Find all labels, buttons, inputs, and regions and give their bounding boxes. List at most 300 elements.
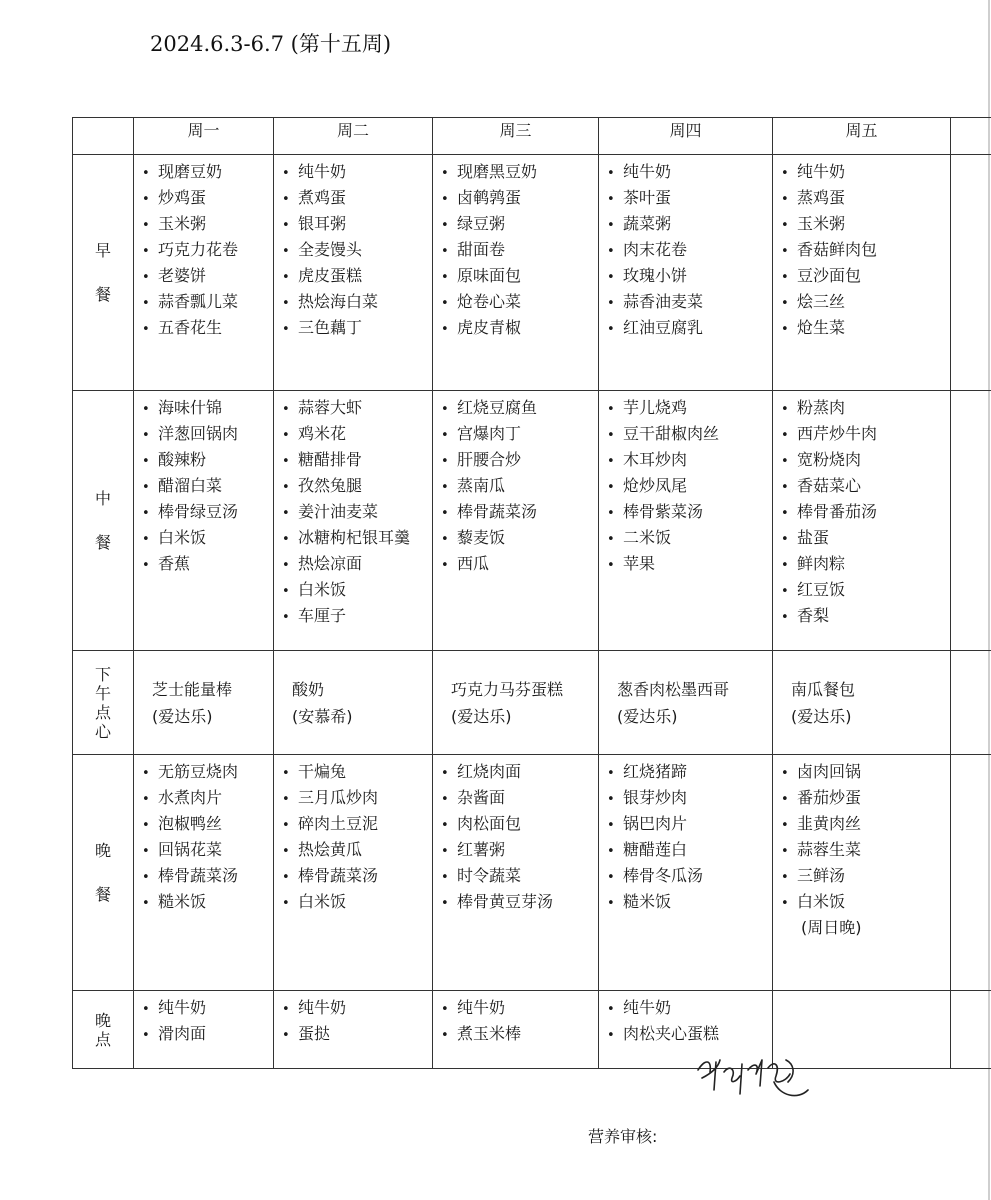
bullet-icon: • [781, 506, 789, 521]
bullet-icon: • [607, 428, 615, 443]
menu-item [607, 239, 772, 265]
menu-item-text: 宽粉烧肉 [797, 450, 862, 469]
menu-item [142, 239, 273, 265]
menu-item-text: 红薯粥 [457, 840, 506, 859]
snack-brand: (爱达乐) [791, 706, 852, 726]
bullet-icon: • [781, 870, 789, 885]
menu-item [282, 161, 432, 187]
meal-label-char: 点 [94, 1029, 111, 1049]
meal-label-char: 早 [94, 240, 111, 260]
menu-item [441, 839, 598, 865]
bullet-icon: • [282, 506, 290, 521]
menu-item-text: 绿豆粥 [457, 214, 506, 233]
menu-item-text: 卤肉回锅 [797, 762, 862, 781]
menu-item-text: 时令蔬菜 [457, 866, 522, 885]
breakfast-cell-day-2 [274, 155, 433, 391]
menu-item [282, 787, 432, 813]
dinner-cell-day-2 [274, 755, 433, 991]
label-gap [73, 862, 133, 884]
bullet-icon: • [607, 792, 615, 807]
menu-item [441, 891, 598, 917]
menu-item [607, 891, 772, 917]
meal-label-dinner [73, 755, 134, 991]
bullet-icon: • [282, 428, 290, 443]
breakfast-cell-day-1 [134, 155, 274, 391]
menu-item-text: 三月瓜炒肉 [298, 788, 379, 807]
bullet-icon: • [607, 296, 615, 311]
meal-label-char: 餐 [94, 284, 111, 304]
menu-item-text: 豆干甜椒肉丝 [623, 424, 720, 443]
menu-item [607, 161, 772, 187]
meal-label-char: 下 [94, 664, 111, 684]
bullet-icon: • [781, 766, 789, 781]
bullet-icon: • [142, 532, 150, 547]
menu-item [607, 527, 772, 553]
bullet-icon: • [142, 402, 150, 417]
bullet-icon: • [441, 792, 449, 807]
meal-label-char: 餐 [94, 532, 111, 552]
bullet-icon: • [607, 166, 615, 181]
menu-item-text: 白米饭 [158, 528, 207, 547]
bullet-icon: • [441, 402, 449, 417]
menu-item-text: 纯牛奶 [623, 162, 672, 181]
menu-item [282, 527, 432, 553]
menu-item-text: 香菇菜心 [797, 476, 862, 495]
menu-item [441, 239, 598, 265]
menu-item [142, 397, 273, 423]
menu-item-text: 棒骨番茄汤 [797, 502, 878, 521]
menu-item [142, 265, 273, 291]
snack-name: 南瓜餐包 [791, 679, 856, 699]
bullet-icon: • [282, 792, 290, 807]
menu-item [282, 475, 432, 501]
bullet-icon: • [441, 766, 449, 781]
menu-item-text: 纯牛奶 [623, 998, 672, 1017]
menu-item-text: 全麦馒头 [298, 240, 363, 259]
snack-cell-day-5 [773, 651, 951, 755]
menu-item [282, 1023, 432, 1049]
bullet-icon: • [781, 584, 789, 599]
menu-item-text: 热烩黄瓜 [298, 840, 363, 859]
meal-label-char: 晚 [94, 1010, 111, 1030]
meal-label-char: 心 [94, 721, 111, 741]
meal-label-char: 点 [94, 702, 111, 722]
snack-name: 芝士能量棒 [152, 679, 233, 699]
menu-item [142, 1023, 273, 1049]
lunch-cell-day-5 [773, 391, 951, 651]
menu-item-text: 回锅花菜 [158, 840, 223, 859]
menu-item-text: 糙米饭 [158, 892, 207, 911]
menu-item-text: 香蕉 [158, 554, 191, 573]
menu-item-text: 醋溜白菜 [158, 476, 223, 495]
menu-item-text: 棒骨黄豆芽汤 [457, 892, 554, 911]
menu-item-text: 木耳炒肉 [623, 450, 688, 469]
menu-item [781, 501, 950, 527]
menu-item [142, 501, 273, 527]
menu-item [282, 213, 432, 239]
menu-item-text: 棒骨蔬菜汤 [158, 866, 239, 885]
menu-item-text: 炝生菜 [797, 318, 846, 337]
meal-label-night [73, 991, 134, 1069]
bullet-icon: • [142, 296, 150, 311]
night-cell-day-3 [433, 991, 599, 1069]
menu-item-text: 红豆饭 [797, 580, 846, 599]
menu-item-text: 番茄炒蛋 [797, 788, 862, 807]
bullet-icon: • [142, 244, 150, 259]
label-gap [73, 510, 133, 532]
bullet-icon: • [607, 1002, 615, 1017]
menu-item-text: 纯牛奶 [457, 998, 506, 1017]
snack-name: 巧克力马芬蛋糕 [451, 679, 564, 699]
bullet-icon: • [282, 270, 290, 285]
menu-item [441, 527, 598, 553]
menu-item [282, 839, 432, 865]
menu-item-text: 锅巴肉片 [623, 814, 688, 833]
menu-item [282, 891, 432, 917]
day-header: 周四 [599, 118, 773, 155]
menu-item-text: 炝卷心菜 [457, 292, 522, 311]
bullet-icon: • [781, 244, 789, 259]
menu-item-list [599, 155, 772, 343]
bullet-icon: • [781, 558, 789, 573]
bullet-icon: • [607, 844, 615, 859]
menu-item [607, 423, 772, 449]
bullet-icon: • [282, 244, 290, 259]
menu-item [142, 891, 273, 917]
menu-item [142, 161, 273, 187]
menu-item [142, 527, 273, 553]
menu-item [441, 761, 598, 787]
menu-item [607, 813, 772, 839]
snack-brand: (爱达乐) [152, 706, 213, 726]
bullet-icon: • [282, 844, 290, 859]
bullet-icon: • [781, 480, 789, 495]
menu-item [441, 161, 598, 187]
menu-item-text: 银耳粥 [298, 214, 347, 233]
menu-item-text: 三鲜汤 [797, 866, 846, 885]
menu-item [781, 265, 950, 291]
menu-item-text: 白米饭 [797, 892, 846, 911]
reviewer-signature [690, 1020, 820, 1110]
snack-row [73, 651, 991, 755]
bullet-icon: • [282, 402, 290, 417]
bullet-icon: • [282, 558, 290, 573]
breakfast-cell-day-3 [433, 155, 599, 391]
menu-item [282, 291, 432, 317]
bullet-icon: • [781, 818, 789, 833]
menu-item-text: 炝炒凤尾 [623, 476, 688, 495]
bullet-icon: • [441, 870, 449, 885]
menu-item [282, 397, 432, 423]
day-header: 周五 [773, 118, 951, 155]
weekly-menu-table [72, 117, 991, 1069]
bullet-icon: • [142, 558, 150, 573]
bullet-icon: • [282, 584, 290, 599]
menu-item-list [134, 391, 273, 579]
snack-brand: (安慕希) [292, 706, 353, 726]
lunch-row [73, 391, 991, 651]
bullet-icon: • [282, 192, 290, 207]
menu-item [441, 397, 598, 423]
bullet-icon: • [607, 322, 615, 337]
extra-column-cell [951, 118, 991, 155]
bullet-icon: • [282, 1028, 290, 1043]
menu-item [781, 787, 950, 813]
bullet-icon: • [441, 558, 449, 573]
bullet-icon: • [142, 270, 150, 285]
menu-item-text: 老婆饼 [158, 266, 207, 285]
menu-item [282, 997, 432, 1023]
meal-label-char: 中 [94, 488, 111, 508]
meal-label-char: 晚 [94, 840, 111, 860]
menu-item-text: 苹果 [623, 554, 656, 573]
menu-item [781, 891, 950, 917]
menu-item-text: 纯牛奶 [797, 162, 846, 181]
menu-item-text: 煮鸡蛋 [298, 188, 347, 207]
menu-item [142, 553, 273, 579]
menu-item [282, 187, 432, 213]
night-cell-day-1 [134, 991, 274, 1069]
menu-item-text: 红烧豆腐鱼 [457, 398, 538, 417]
menu-item-text: 粉蒸肉 [797, 398, 846, 417]
meal-label-char: 餐 [94, 884, 111, 904]
bullet-icon: • [142, 506, 150, 521]
menu-item-text: 蒜香瓢儿菜 [158, 292, 239, 311]
bullet-icon: • [282, 766, 290, 781]
bullet-icon: • [441, 896, 449, 911]
menu-item [781, 553, 950, 579]
label-gap [73, 262, 133, 284]
menu-item [781, 605, 950, 631]
menu-item-text: 五香花生 [158, 318, 223, 337]
menu-item-text: 热烩海白菜 [298, 292, 379, 311]
meal-label-snack [73, 651, 134, 755]
bullet-icon: • [282, 896, 290, 911]
menu-item [441, 553, 598, 579]
bullet-icon: • [607, 766, 615, 781]
meal-label-char: 午 [94, 683, 111, 703]
menu-item-text: 蒸南瓜 [457, 476, 506, 495]
menu-item [607, 265, 772, 291]
lunch-cell-day-3 [433, 391, 599, 651]
day-header: 周二 [274, 118, 433, 155]
menu-item [282, 865, 432, 891]
menu-item-text: 肉松夹心蛋糕 [623, 1024, 720, 1043]
bullet-icon: • [441, 296, 449, 311]
lunch-cell-day-2 [274, 391, 433, 651]
menu-item [142, 865, 273, 891]
bullet-icon: • [441, 244, 449, 259]
snack-brand: (爱达乐) [451, 706, 512, 726]
night-cell-day-2 [274, 991, 433, 1069]
bullet-icon: • [142, 218, 150, 233]
menu-item [142, 449, 273, 475]
bullet-icon: • [441, 192, 449, 207]
snack-brand: (爱达乐) [617, 706, 678, 726]
menu-item [441, 787, 598, 813]
menu-item-text: 蒜蓉生菜 [797, 840, 862, 859]
bullet-icon: • [142, 870, 150, 885]
menu-item-text: 红油豆腐乳 [623, 318, 704, 337]
menu-item-text: 姜汁油麦菜 [298, 502, 379, 521]
menu-item-text: 鲜肉粽 [797, 554, 846, 573]
menu-item [607, 291, 772, 317]
bullet-icon: • [607, 192, 615, 207]
lunch-cell-day-4 [599, 391, 773, 651]
menu-item-text: 车厘子 [298, 606, 347, 625]
day-header: 周一 [134, 118, 274, 155]
menu-item-text: 纯牛奶 [158, 998, 207, 1017]
menu-item-text: 香菇鲜肉包 [797, 240, 878, 259]
menu-item-text: 杂酱面 [457, 788, 506, 807]
bullet-icon: • [142, 1028, 150, 1043]
menu-item-list [773, 755, 950, 943]
bullet-icon: • [781, 532, 789, 547]
menu-item [282, 239, 432, 265]
menu-item-list [274, 155, 432, 343]
bullet-icon: • [781, 428, 789, 443]
menu-item [781, 813, 950, 839]
menu-item-text: 香梨 [797, 606, 830, 625]
dinner-cell-day-4 [599, 755, 773, 991]
menu-item [282, 501, 432, 527]
menu-item-text: 现磨豆奶 [158, 162, 223, 181]
bullet-icon: • [441, 844, 449, 859]
menu-item [607, 553, 772, 579]
menu-item [607, 317, 772, 343]
menu-item-text: 盐蛋 [797, 528, 830, 547]
menu-item [607, 213, 772, 239]
menu-item-text: 鸡米花 [298, 424, 347, 443]
menu-item [607, 501, 772, 527]
bullet-icon: • [441, 322, 449, 337]
night-snack-row [73, 991, 991, 1069]
menu-item-text: 蒜香油麦菜 [623, 292, 704, 311]
menu-item [781, 449, 950, 475]
menu-item [142, 997, 273, 1023]
bullet-icon: • [142, 480, 150, 495]
menu-item-text: 糖醋排骨 [298, 450, 363, 469]
day-header: 周三 [433, 118, 599, 155]
menu-item [441, 997, 598, 1023]
menu-item-text: 玉米粥 [158, 214, 207, 233]
menu-item-text: 韭黄肉丝 [797, 814, 862, 833]
menu-item-text: 现磨黑豆奶 [457, 162, 538, 181]
bullet-icon: • [781, 610, 789, 625]
menu-item-text: 二米饭 [623, 528, 672, 547]
menu-item [142, 213, 273, 239]
menu-item-list [134, 991, 273, 1049]
bullet-icon: • [607, 558, 615, 573]
menu-item [142, 839, 273, 865]
snack-cell-day-3 [433, 651, 599, 755]
menu-item-list [599, 391, 772, 579]
meal-label-lunch [73, 391, 134, 651]
menu-item [282, 423, 432, 449]
menu-item-text: 酸辣粉 [158, 450, 207, 469]
bullet-icon: • [441, 454, 449, 469]
menu-item-text: 西瓜 [457, 554, 490, 573]
menu-item [441, 291, 598, 317]
bullet-icon: • [781, 792, 789, 807]
menu-item [282, 579, 432, 605]
bullet-icon: • [781, 454, 789, 469]
menu-item [781, 579, 950, 605]
menu-item-text: 海味什锦 [158, 398, 223, 417]
menu-item-list [433, 155, 598, 343]
menu-item [282, 317, 432, 343]
bullet-icon: • [142, 792, 150, 807]
bullet-icon: • [282, 218, 290, 233]
menu-item [282, 265, 432, 291]
menu-item-text: 干煸兔 [298, 762, 347, 781]
menu-item [781, 475, 950, 501]
menu-item-text: 茶叶蛋 [623, 188, 672, 207]
menu-item-text: 玉米粥 [797, 214, 846, 233]
menu-item-text: 洋葱回锅肉 [158, 424, 239, 443]
menu-item-text: 西芹炒牛肉 [797, 424, 878, 443]
menu-item-list [433, 991, 598, 1049]
menu-item [441, 317, 598, 343]
menu-item-text: 芋儿烧鸡 [623, 398, 688, 417]
menu-item-text: 泡椒鸭丝 [158, 814, 223, 833]
menu-item-list [773, 991, 950, 997]
bullet-icon: • [282, 166, 290, 181]
bullet-icon: • [441, 480, 449, 495]
menu-item-text: 烩三丝 [797, 292, 846, 311]
dinner-row [73, 755, 991, 991]
extra-column-cell [951, 991, 991, 1069]
extra-column-cell [951, 155, 991, 391]
menu-item-text: 蒜蓉大虾 [298, 398, 363, 417]
menu-item-text: 白米饭 [298, 892, 347, 911]
bullet-icon: • [142, 818, 150, 833]
menu-item [781, 317, 950, 343]
menu-item [607, 761, 772, 787]
bullet-icon: • [441, 270, 449, 285]
snack-name: 葱香肉松墨西哥 [617, 679, 730, 699]
bullet-icon: • [607, 1028, 615, 1043]
bullet-icon: • [142, 454, 150, 469]
menu-item-text: 糖醋莲白 [623, 840, 688, 859]
bullet-icon: • [781, 296, 789, 311]
menu-item [781, 423, 950, 449]
menu-item-text: 热烩凉面 [298, 554, 363, 573]
menu-item-text: 甜面卷 [457, 240, 506, 259]
bullet-icon: • [607, 244, 615, 259]
menu-item-text: 红烧肉面 [457, 762, 522, 781]
menu-item-text: 豆沙面包 [797, 266, 862, 285]
bullet-icon: • [607, 870, 615, 885]
menu-item-text: 肉末花卷 [623, 240, 688, 259]
menu-item-text: 碎肉土豆泥 [298, 814, 379, 833]
menu-item-text: 水煮肉片 [158, 788, 223, 807]
dinner-note: (周日晚) [801, 918, 862, 937]
bullet-icon: • [142, 766, 150, 781]
menu-item [781, 761, 950, 787]
snack-name: 酸奶 [292, 679, 325, 699]
menu-item-text: 银芽炒肉 [623, 788, 688, 807]
page-title: 2024.6.3-6.7 (第十五周) [150, 32, 392, 56]
menu-item-text: 滑肉面 [158, 1024, 207, 1043]
menu-item-text: 棒骨绿豆汤 [158, 502, 239, 521]
bullet-icon: • [441, 428, 449, 443]
menu-item-text: 虎皮青椒 [457, 318, 522, 337]
bullet-icon: • [607, 532, 615, 547]
bullet-icon: • [282, 1002, 290, 1017]
menu-item [607, 475, 772, 501]
menu-item-text: 肝腰合炒 [457, 450, 522, 469]
